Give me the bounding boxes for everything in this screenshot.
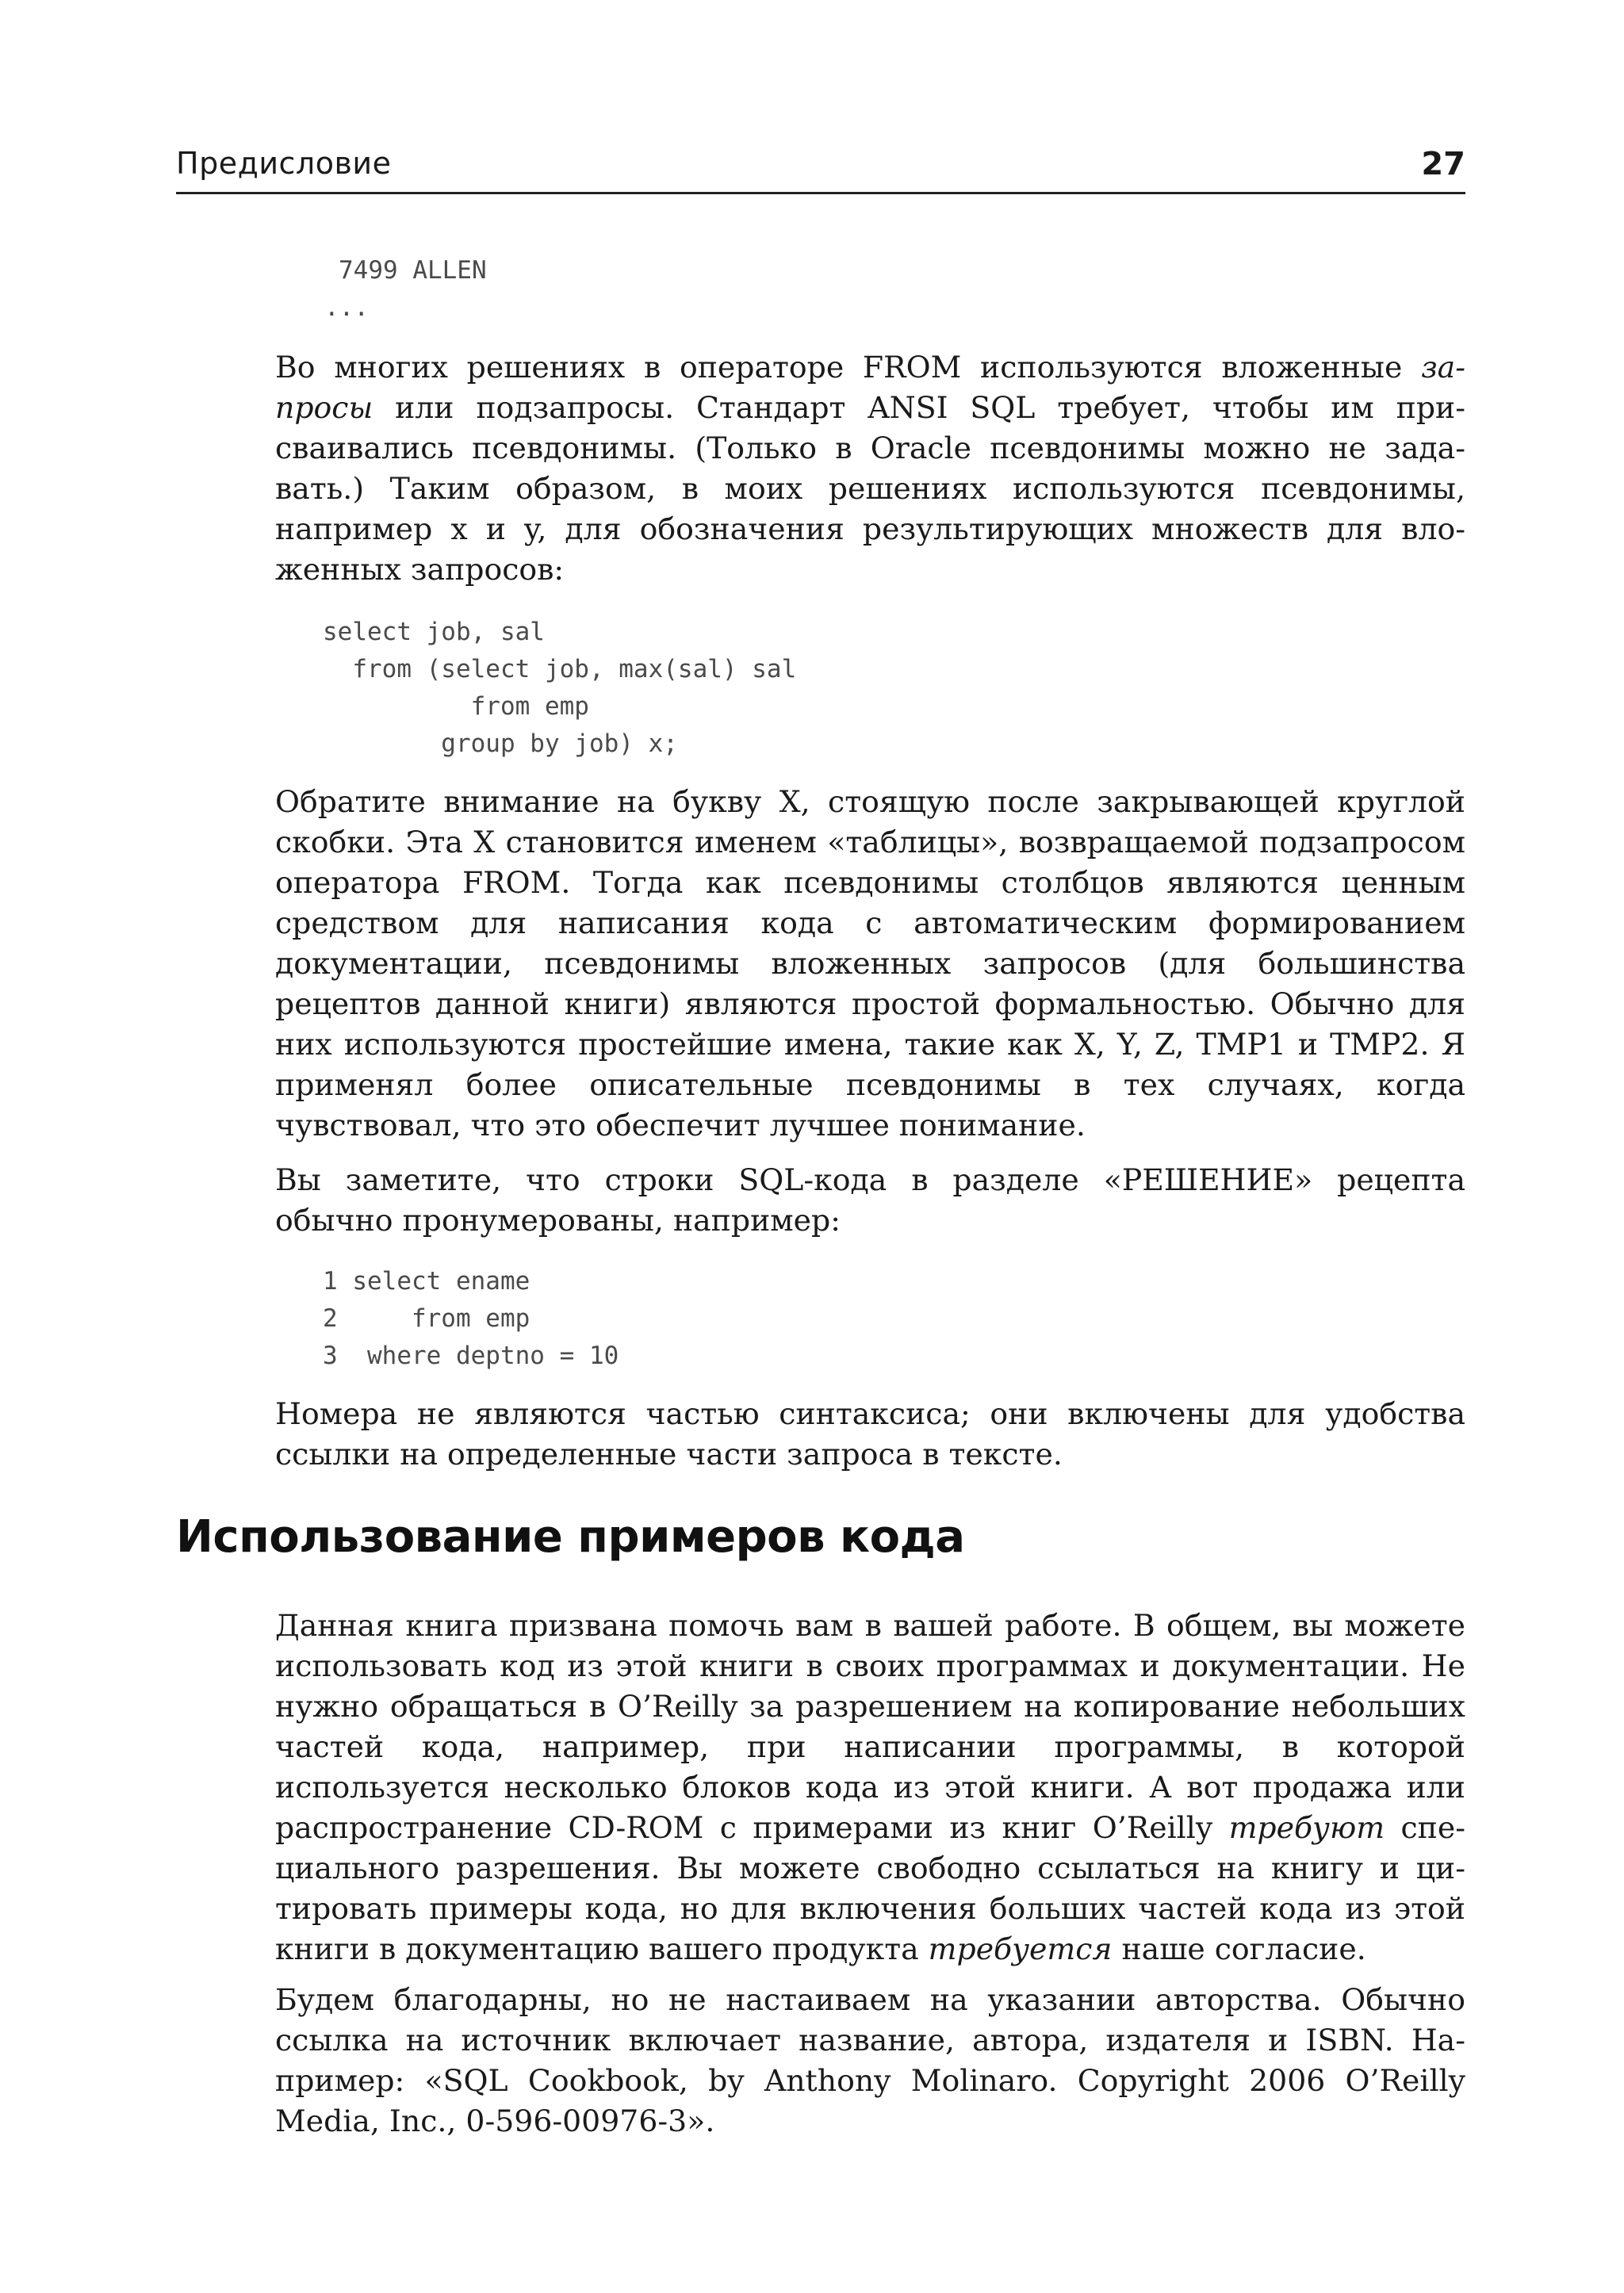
paragraph xyxy=(275,1606,1465,1970)
paragraph xyxy=(275,347,1465,590)
code-line: 2 from emp xyxy=(323,1304,530,1333)
paragraph-code-usage xyxy=(275,1606,1465,1970)
text-run: Данная книга призвана помочь вам в вашей работе. В общем, вы можете использовать код из этой книги в своих программах и документации. Не нужно обращаться в O’Reilly за разрешением на копирование небольших частей кода, например, при написании программы, в которой используется несколько блоков кода из этой книги. А вот продажа или распространение CD-ROM с примерами из книг O’Reilly xyxy=(275,1608,1465,1845)
paragraph-numbered-lines xyxy=(275,1160,1465,1241)
paragraph: Номера не являются частью синтаксиса; они включены для удобства ссылки на определенные части запроса в тексте. xyxy=(275,1396,1465,1472)
code-numbered-example xyxy=(275,1263,1465,1375)
emphasis-text: требуют xyxy=(1228,1810,1385,1845)
text-run: специального разрешения. Вы можете свободно ссылаться на книгу и цитировать примеры кода, но для включения больших частей кода из этой книги в документацию вашего продукта xyxy=(275,1810,1465,1966)
code-line: from (select job, max(sal) sal xyxy=(323,655,797,683)
paragraph-attribution xyxy=(275,1980,1465,2142)
paragraph-subqueries xyxy=(275,347,1465,590)
paragraph: Обратите внимание на букву X, стоящую после закрывающей круглой скобки. Эта X становится именем «таблицы», возвращаемой подзапросом оператора FROM. Тогда как псевдонимы столбцов являются ценным средством для написания кода с автоматическим формированием документации, псевдонимы вложенных запросов (для большинства рецептов данной книги) являются простой формальностью. Обычно для них используются простейшие имена, такие как X, Y, Z, TMP1 и TMP2. Я применял более описательные псевдонимы в тех случаях, когда чувствовал, что это обеспечит лучшее понимание. xyxy=(275,784,1465,1143)
code-output-snippet xyxy=(275,252,1465,327)
paragraph-alias-x xyxy=(275,782,1465,1146)
code-line: 7499 ALLEN xyxy=(339,256,487,285)
emphasis-text: запросы xyxy=(275,350,1465,425)
code-line: select job, sal xyxy=(323,618,545,646)
code-line: 1 select ename xyxy=(323,1267,530,1296)
text-run: или подзапросы. Стандарт ANSI SQL требует, чтобы им присваивались псевдонимы. (Только в Oracle псевдонимы можно не задавать.) Таким образом, в моих решениях используются псевдонимы, например x и y, для обозначения результирующих множеств для вложенных запросов: xyxy=(275,390,1465,587)
code-inline-view-example xyxy=(275,614,1465,763)
running-header xyxy=(176,146,1465,194)
paragraph: Вы заметите, что строки SQL-кода в разделе «РЕШЕНИЕ» рецепта обычно пронумерованы, например: xyxy=(275,1162,1465,1238)
text-run: наше согласие. xyxy=(1112,1931,1366,1966)
paragraph-line-numbers-note xyxy=(275,1394,1465,1475)
section-heading: Использование примеров кода xyxy=(176,1511,965,1563)
code-line: from emp xyxy=(323,692,589,721)
code-line: 3 where deptno = 10 xyxy=(323,1342,619,1370)
page-number: 27 xyxy=(1421,146,1465,182)
chapter-title: Предисловие xyxy=(176,146,392,181)
code-line: group by job) x; xyxy=(323,729,678,758)
emphasis-text: требуется xyxy=(928,1931,1113,1966)
code-line: ... xyxy=(324,293,369,322)
paragraph: Будем благодарны, но не настаиваем на указании авторства. Обычно ссылка на источник включает название, автора, издателя и ISBN. Например: «SQL Cookbook, by Anthony Molinaro. Copyright 2006 O’Reilly Media, Inc., 0-596-00976-3». xyxy=(275,1982,1465,2138)
text-run: Во многих решениях в операторе FROM используются вложенные xyxy=(275,350,1422,385)
